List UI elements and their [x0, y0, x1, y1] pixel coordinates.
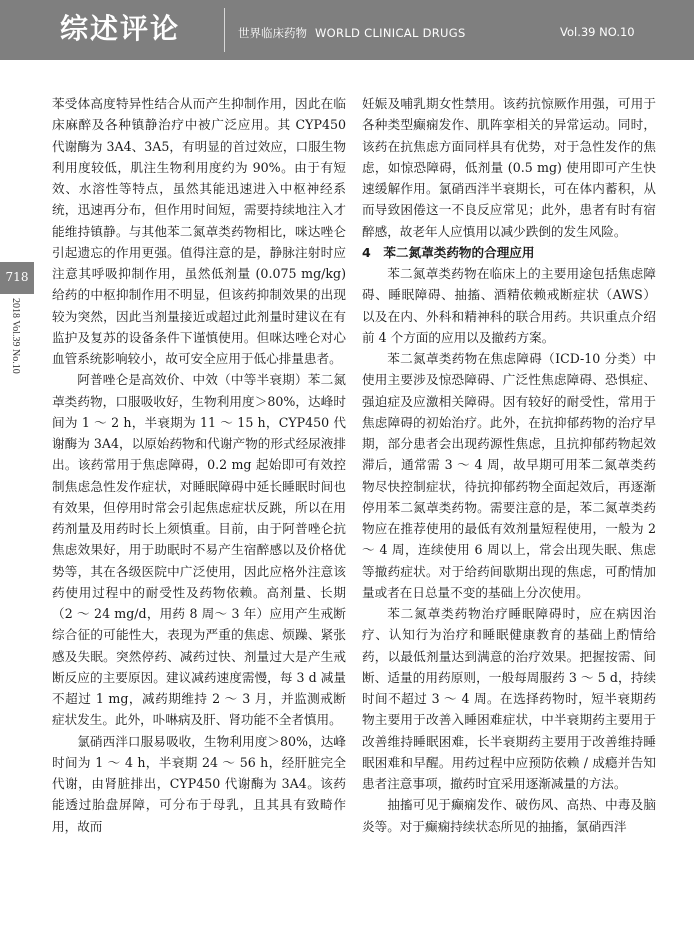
journal-name-en: WORLD CLINICAL DRUGS — [315, 26, 466, 40]
paragraph: 抽搐可见于癫痫发作、破伤风、高热、中毒及脑炎等。对于癫痫持续状态所见的抽搐，氯硝西泮 — [362, 797, 656, 834]
section-heading: 4 苯二氮䓬类药物的合理应用 — [362, 244, 535, 260]
section-title: 综述评论 — [60, 12, 181, 45]
right-column — [362, 93, 656, 837]
journal-name — [238, 25, 466, 41]
header-divider — [224, 8, 225, 52]
journal-header — [0, 0, 694, 60]
paragraph: 苯二氮䓬类药物在临床上的主要用途包括焦虑障碍、睡眠障碍、抽搐、酒精依赖戒断症状（AWS）以及在内、外科和精神科的联合用药。共识重点介绍前 4 个方面的应用以及撤药方案。 — [362, 266, 656, 345]
left-column — [52, 93, 346, 837]
page-number-tab — [0, 262, 34, 294]
journal-name-cn: 世界临床药物 — [238, 26, 307, 40]
paragraph: 苯受体高度特异性结合从而产生抑制作用，因此在临床麻醉及各种镇静治疗中被广泛应用。其 CYP450 代谢酶为 3A4、3A5，有明显的首过效应，口服生物利用度较低，肌注生物利用度约为 90%。由于有短效、水溶性等特点，虽然其能迅速进入中枢神经系统，迅速再分布，但作用时间短，需要持续地注入才能维持镇静。与其他苯二氮䓬类药物相比，咪达唑仑引起遗忘的作用更强。值得注意的是，静脉注射时应注意其呼吸抑制作用，虽然低剂量 (0.075 mg/kg) 给药的中枢抑制作用不明显，但该药抑制效果的出现较为突然，因此当剂量接近或超过此剂量时建议在有监护及复苏的设备条件下谨慎使用。但咪达唑仑对心血管系统影响较小，故可安全应用于低心排量患者。 — [52, 96, 346, 366]
paragraph: 苯二氮䓬类药物在焦虑障碍（ICD-10 分类）中使用主要涉及惊恐障碍、广泛性焦虑障碍、恐惧症、强迫症及应激相关障碍。因有较好的耐受性，常用于焦虑障碍的初始治疗。此外，在抗抑郁药物的治疗早期，部分患者会出现药源性焦虑，且抗抑郁药物起效滞后，通常需 3 ～ 4 周，故早期可用苯二氮䓬类药物尽快控制症状，待抗抑郁药物全面起效后，再逐渐停用苯二氮䓬类药物。需要注意的是，苯二氮䓬类药物应在推荐使用的最低有效剂量短程使用，一般为 2 ～ 4 周，连续使用 6 周以上，常会出现失眠、焦虑等撤药症状。对于给药间歇期出现的焦虑，可酌情加量或者在日总量不变的基础上分次使用。 — [362, 351, 656, 600]
paragraph: 阿普唑仑是高效价、中效（中等半衰期）苯二氮䓬类药物，口服吸收好，生物利用度＞80%，达峰时间为 1 ～ 2 h，半衰期为 11 ～ 15 h，CYP450 代谢酶为 3A4，以原始药物和代谢产物的形式经尿液排出。该药常用于焦虑障碍，0.2 mg 起始即可有效控制焦虑急性发作症状，对睡眠障碍中延长睡眠时间也有效果，但停用时常会引起焦虑症状反跳，所以在用药剂量及用药时长上须慎重。目前，由于阿普唑仑抗焦虑效果好，用于助眠时不易产生宿醉感以及价格优势等，其在各级医院中广泛使用，因此应格外注意该药使用过程中的耐受性及药物依赖。高剂量、长期（2 ～ 24 mg/d，用药 8 周～ 3 年）应用产生戒断综合征的可能性大，表现为严重的焦虑、烦躁、紧张感及失眠。突然停药、减药过快、剂量过大是产生戒断反应的主要原因。建议减药速度需慢，每 3 d 减量不超过 1 mg，减药期维持 2 ～ 3 月，并监测戒断症状发生。此外，卟啉病及肝、肾功能不全者慎用。 — [52, 372, 346, 728]
volume-info: Vol.39 NO.10 — [560, 25, 635, 39]
side-issue-label: 2018 Vol.39 No.10 — [10, 298, 21, 374]
paragraph: 氯硝西泮口服易吸收，生物利用度＞80%，达峰时间为 1 ～ 4 h，半衰期 24 ～ 56 h，经肝脏完全代谢，由肾脏排出，CYP450 代谢酶为 3A4。该药能透过胎盘屏障，可分布于母乳，且其具有致畸作用，故而 — [52, 733, 346, 834]
page-number: 718 — [5, 270, 29, 284]
paragraph: 妊娠及哺乳期女性禁用。该药抗惊厥作用强，可用于各种类型癫痫发作、肌阵挛相关的异常运动。同时，该药在抗焦虑方面同样具有优势，对于急性发作的焦虑，如惊恐障碍，低剂量 (0.5 mg) 使用即可产生快速缓解作用。氯硝西泮半衰期长，可在体内蓄积，从而导致困倦这一不良反应常见；此外，患者有时有宿醉感，故老年人应慎用以减少跌倒的发生风险。 — [362, 96, 656, 239]
paragraph: 苯二氮䓬类药物治疗睡眠障碍时，应在病因治疗、认知行为治疗和睡眠健康教育的基础上酌情给药，以最低剂量达到满意的治疗效果。把握按需、间断、适量的用药原则，一般每周服药 3 ～ 5 d，持续时间不超过 3 ～ 4 周。在选择药物时，短半衰期药物主要用于改善入睡困难症状，中半衰期药主要用于改善维持睡眠困难，长半衰期药主要用于改善维持睡眠困难和早醒。用药过程中应预防依赖 / 成瘾并告知患者注意事项，撤药时宜采用逐渐减量的方法。 — [362, 606, 656, 791]
